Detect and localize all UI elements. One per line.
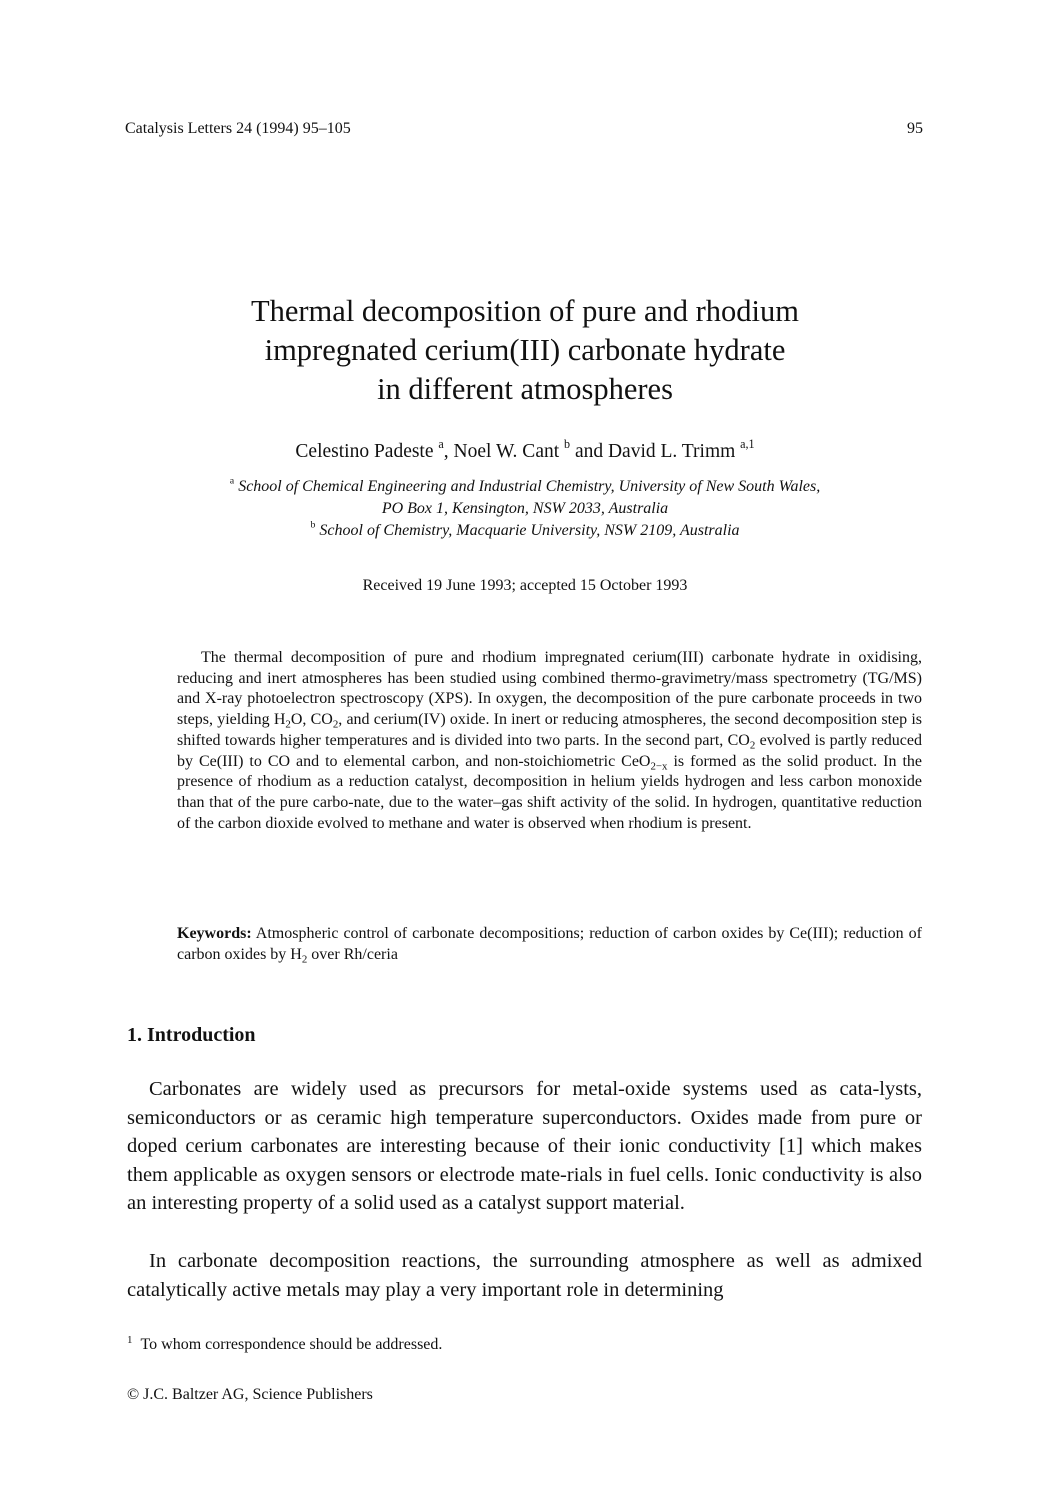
title-line: impregnated cerium(III) carbonate hydrate — [264, 333, 786, 367]
footnote-mark: 1 — [127, 1334, 133, 1346]
author-name: David L. Trimm — [607, 441, 736, 462]
keywords: Keywords: Atmospheric control of carbonate decompositions; reduction of carbon oxides by Ce(III); reduction of carbon oxides by $H_2$ over Rh/ceria — [177, 925, 922, 966]
author-separator: and — [570, 441, 608, 462]
affiliation-line: $^b$ School of Chemistry, Macquarie University, NSW 2109, Australia — [310, 519, 740, 539]
affiliation-line: PO Box 1, Kensington, NSW 2033, Australia — [381, 500, 669, 517]
section-heading: 1. Introduction — [127, 1024, 256, 1046]
affiliation-mark: b — [310, 519, 316, 531]
abstract: The thermal decomposition of pure and rhodium impregnated cerium(III) carbonate hydrate in oxidising, reducing and inert atmospheres has been studied using combined thermo-gravimetry/mass spectrometry (TG/MS) and X-ray photoelectron spectroscopy (XPS). In oxygen, the decomposition of the pure carbonate proceeds in two steps, yielding $H_2O$, $CO_2$, and cerium(IV) oxide. In inert or reducing atmospheres, the second decomposition step is shifted towards higher temperatures and is divided into two parts. In the second part, $CO_2$ evolved is partly reduced by Ce(III) to CO and to elemental carbon, and non-stoichiometric CeO$_{2-x}$ is formed as the solid product. In the presence of rhodium as a reduction catalyst, decomposition in helium yields hydrogen and less carbon monoxide than that of the pure carbo-nate, due to the water–gas shift activity of the solid. In hydrogen, quantitative reduction of the carbon dioxide evolved to methane and water is observed when rhodium is present. — [177, 649, 922, 832]
author-list — [0, 436, 1050, 463]
affiliation-mark: a,1 — [740, 436, 755, 451]
author-name: Celestino Padeste — [295, 441, 434, 462]
article-title — [0, 292, 1050, 409]
title-line: Thermal decomposition of pure and rhodium — [250, 294, 800, 328]
affiliations — [0, 476, 1050, 542]
author-separator: , — [443, 441, 454, 462]
footnote — [127, 1334, 442, 1354]
affiliation-mark: a — [438, 436, 444, 451]
copyright-line: © J.C. Baltzer AG, Science Publishers — [127, 1386, 373, 1403]
body-paragraph: In carbonate decomposition reactions, the surrounding atmosphere as well as admixed catalytically active metals may play a very important role in determining — [127, 1250, 922, 1301]
footnote-text: To whom correspondence should be addressed. — [140, 1336, 443, 1353]
keywords-label: Keywords: — [177, 925, 252, 942]
author-name: Noel W. Cant — [453, 441, 560, 462]
affiliation-mark: b — [564, 436, 571, 451]
page-number: 95 — [907, 120, 923, 137]
affiliation-mark: a — [229, 475, 235, 487]
title-line: in different atmospheres — [377, 372, 673, 406]
body-paragraph: Carbonates are widely used as precursors for metal-oxide systems used as cata-lysts, semiconductors or as ceramic high temperature superconductors. Oxides made from pure or doped cerium carbonates are interesting because of their ionic conductivity [1] which makes them applicable as oxygen sensors or electrode mate-rials in fuel cells. Ionic conductivity is also an interesting property of a solid used as a catalyst support material. — [127, 1078, 922, 1215]
running-head: Catalysis Letters 24 (1994) 95–105 — [125, 120, 351, 137]
affiliation-line: $^a$ School of Chemical Engineering and Industrial Chemistry, University of New South Wales, — [229, 475, 821, 495]
received-dates: Received 19 June 1993; accepted 15 October 1993 — [362, 577, 688, 594]
